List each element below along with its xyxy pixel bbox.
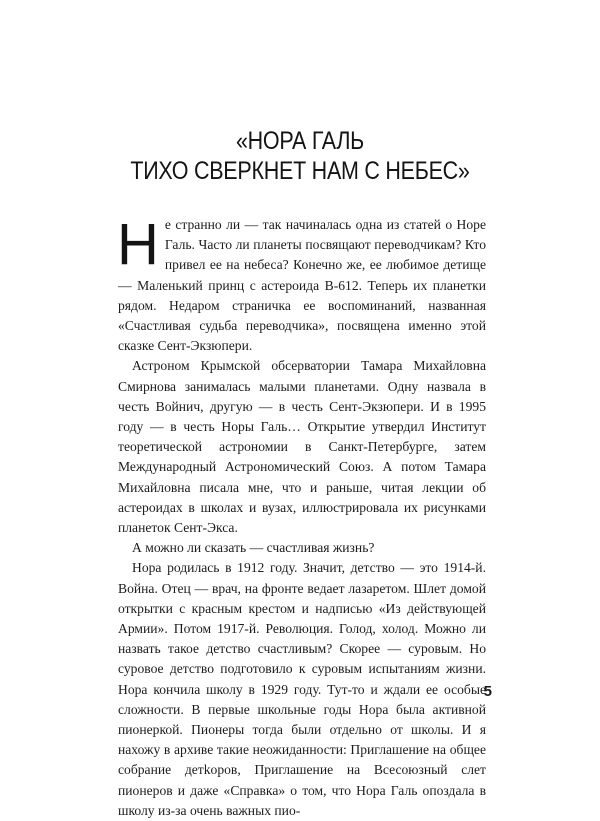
chapter-title-line-2: ТИХО СВЕРКНЕТ НАМ С НЕБЕС» [130, 157, 470, 185]
paragraph-2: Астроном Крымской обсерватории Тамара Михайловна Смирнова занималась малыми планетами. Одну назвала в честь Войнич, другую — в честь Сент-Экзюпери. И в 1995 году — в честь Норы Галь… Открытие утвердил Институт теоретической астрономии в Санкт-Петербурге, затем Международный Астрономический Союз. А потом Тамара Михайловна писала мне, что и раньше, читая лекции об астероидах в школах и вузах, иллюстрировала их рисунками планеток Сент-Экса. [118, 358, 486, 536]
paragraph-1-text: е странно ли — так начиналась одна из статей о Норе Галь. Часто ли планеты посвящают переводчикам? Кто привел ее на небеса? Конечно же, ее любимое детище — Маленький принц с астероида В-612. Теперь их планетки рядом. Недаром страничка ее воспоминаний, названная «Счастливая судьба переводчика», посвящена именно этой сказке Сент-Экзюпери. [118, 217, 486, 354]
chapter-title-line-1: «НОРА ГАЛЬ [235, 127, 365, 155]
paragraph-4: Нора родилась в 1912 году. Значит, детство — это 1914-й. Война. Отец — врач, на фронте ведает лазаретом. Шлет домой открытки с красным крестом и надписью «Из действующей Армии». Потом 1917-й. Революция. Голод, холод. Можно ли назвать такое детство счастливым? Скорее — суровым. Но суровое детство подготовило к суровым испытаниям жизни. Нора кончила школу в 1929 году. Тут-то и ждали ее особые сложности. В первые школьные годы Нора была активной пионеркой. Пионеры тогда были отдельно от школы. И я нахожу в архиве такие неожиданности: Приглашение на общее собрание детkоров, Приглашение на Всесоюзный слет пионеров и даже «Справка» о том, что Нора Галь опоздала в школу из-за очень важных пио- [118, 560, 486, 818]
body-text [117, 212, 486, 821]
drop-cap: Н [117, 212, 159, 277]
page-number: 5 [483, 683, 492, 700]
paragraph-3: А можно ли сказать — счастливая жизнь? [132, 540, 375, 556]
paragraph-1 [117, 212, 486, 356]
chapter-title [94, 126, 507, 186]
